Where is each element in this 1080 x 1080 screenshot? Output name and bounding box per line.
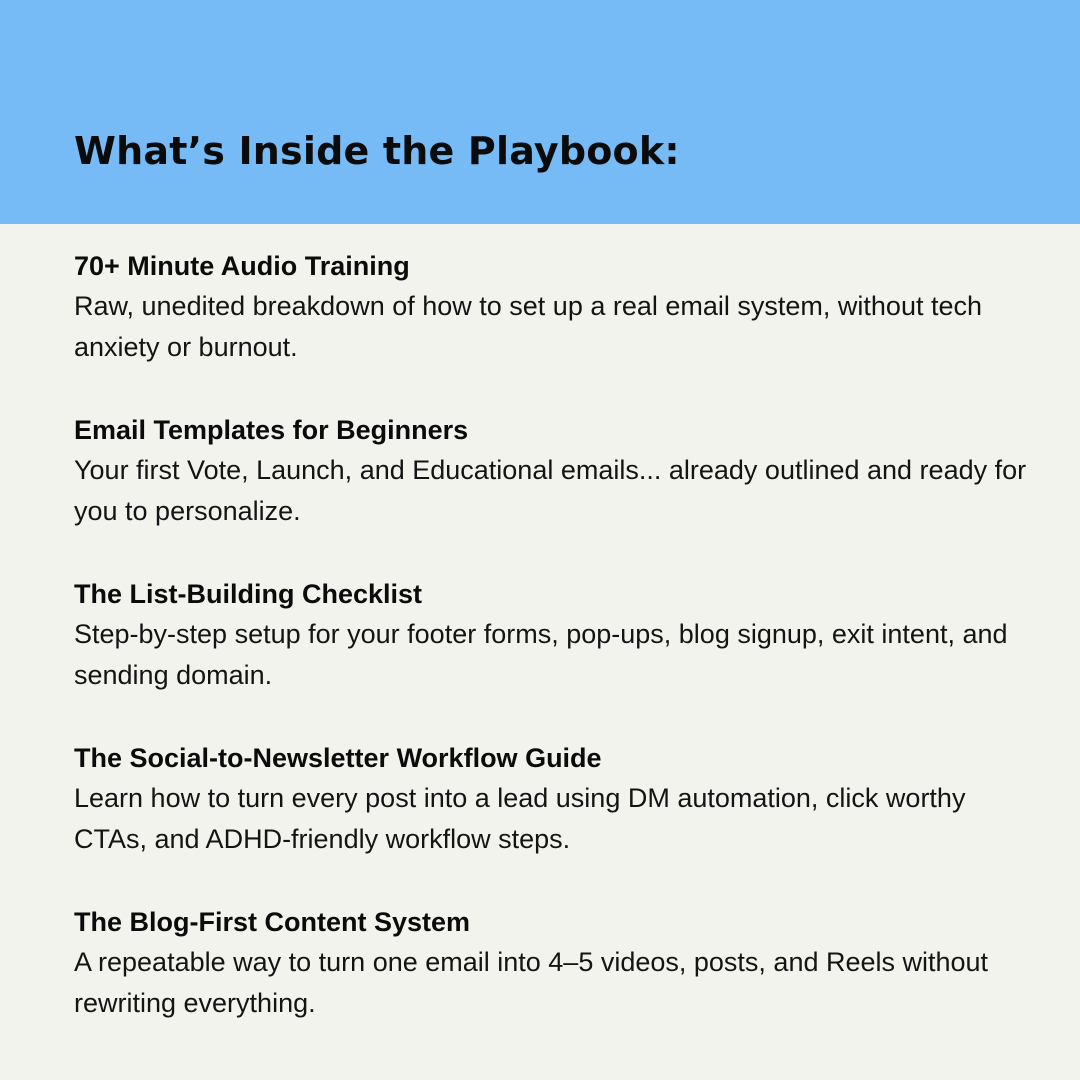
section-workflow-guide: [74, 738, 1034, 902]
section-heading: The Blog-First Content System: [74, 907, 471, 937]
page-title: What’s Inside the Playbook:: [74, 129, 680, 173]
section-description: A repeatable way to turn one email into 4–5 videos, posts, and Reels without rewriting everything.: [74, 947, 989, 1018]
section-description: Raw, unedited breakdown of how to set up a real email system, without tech anxiety or burnout.: [74, 291, 982, 362]
section-description: Step-by-step setup for your footer forms, pop-ups, blog signup, exit intent, and sending domain.: [74, 619, 1008, 690]
section-description: Your first Vote, Launch, and Educational emails... already outlined and ready for you to personalize.: [74, 455, 1027, 526]
header-banner: [0, 0, 1080, 224]
playbook-contents-list: [74, 246, 1034, 1066]
section-email-templates: [74, 410, 1034, 574]
section-description: Learn how to turn every post into a lead using DM automation, click worthy CTAs, and ADHD-friendly workflow steps.: [74, 783, 966, 854]
section-heading: 70+ Minute Audio Training: [74, 251, 410, 281]
section-list-building-checklist: [74, 574, 1034, 738]
section-heading: Email Templates for Beginners: [74, 415, 469, 445]
section-heading: The List-Building Checklist: [74, 579, 423, 609]
section-heading: The Social-to-Newsletter Workflow Guide: [74, 743, 602, 773]
section-audio-training: [74, 246, 1034, 410]
section-content-system: [74, 902, 1034, 1066]
